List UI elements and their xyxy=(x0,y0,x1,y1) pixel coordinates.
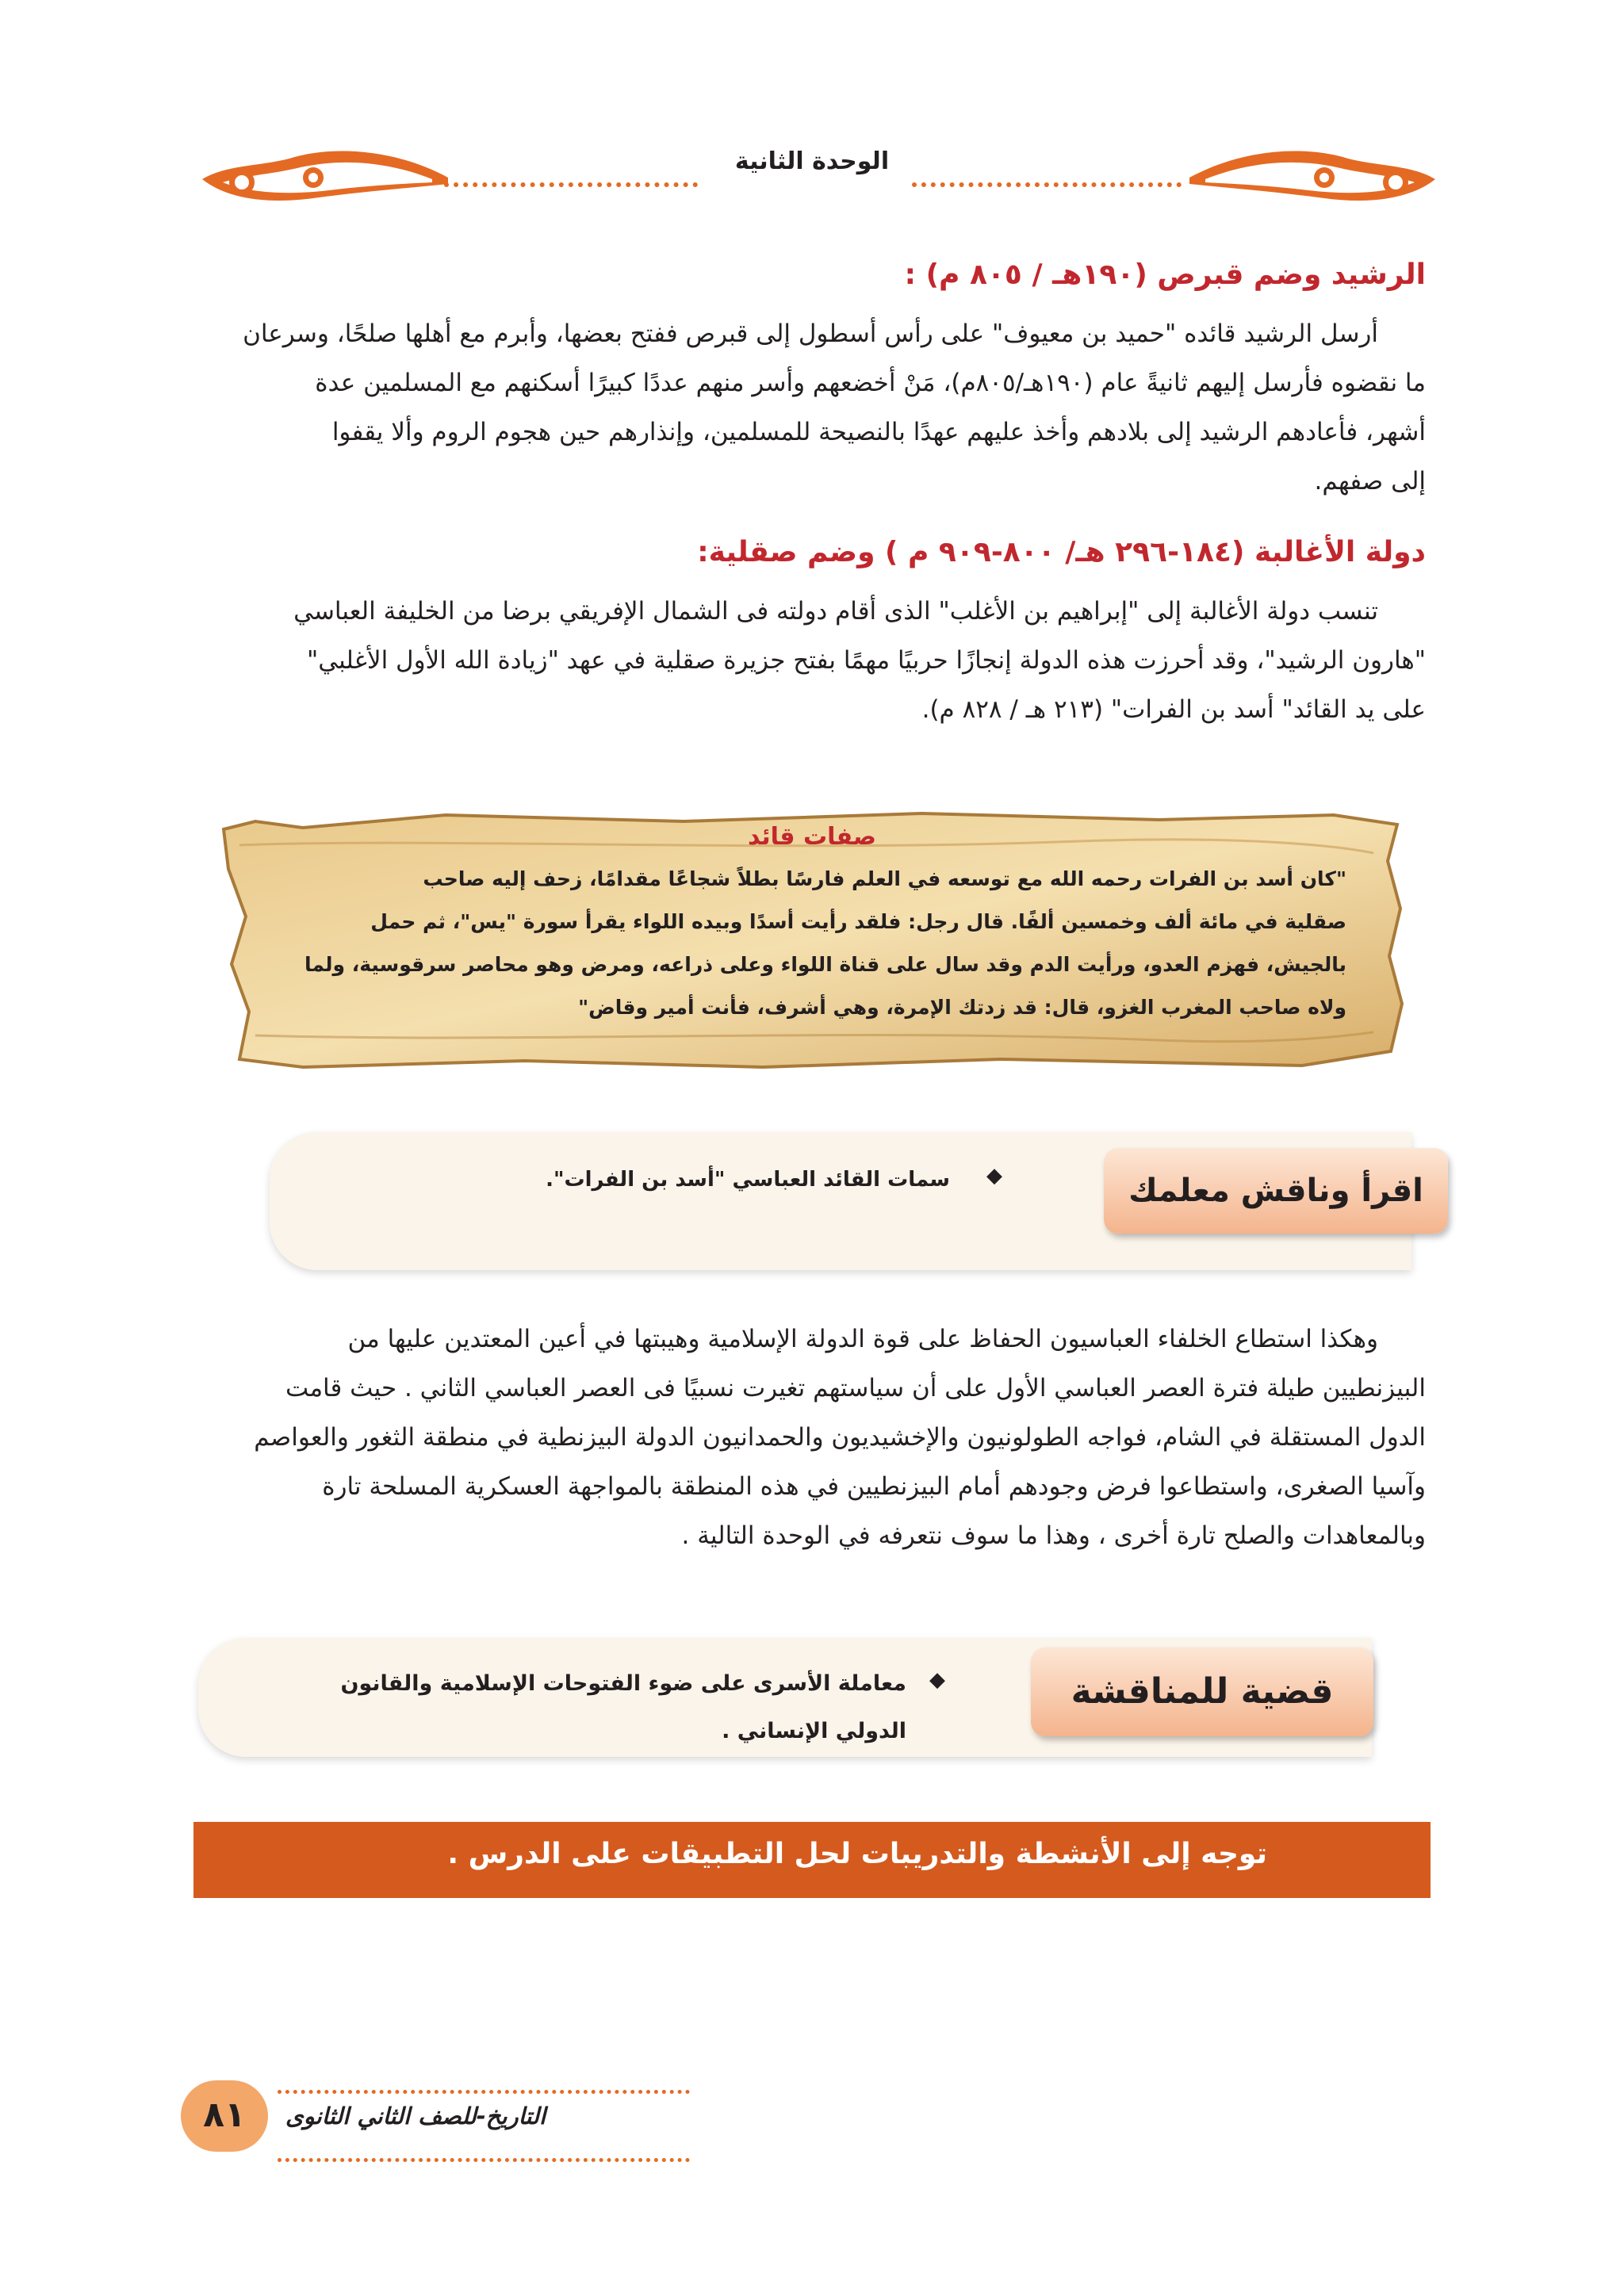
paragraph-line: أرسل الرشيد قائده "حميد بن معيوف" على رأس أسطول إلى قبرص ففتح بعضها، وأبرم مع أهلها صلحًا، وسرعان xyxy=(243,320,1378,348)
parchment-title: صفات قائد xyxy=(748,823,876,851)
quote-line: صقلية في مائة ألف وخمسين ألفًا. قال رجل: فلقد رأيت أسدًا وبيده اللواء يقرأ سورة "يس"، ثم حمل xyxy=(370,910,1346,933)
paragraph-line: ما نقضوه فأرسل إليهم ثانيةً عام (١٩٠هـ/٨٠٥م)، مَنْ أخضعهم وأسر منهم عددًا كبيرًا أسكنهم مع المسلمين عدة xyxy=(315,369,1426,397)
section-heading-cyprus: الرشيد وضم قبرص (١٩٠هـ / ٨٠٥ م) : xyxy=(904,258,1426,291)
paragraph-line: وآسيا الصغرى، واستطاعوا فرض وجودهم أمام البيزنطيين في هذه المنطقة بالمواجهة العسكرية المسلحة تارة xyxy=(322,1472,1426,1501)
book-title: التاريخ-للصف الثاني الثانوى xyxy=(285,2103,546,2130)
parchment-quote xyxy=(292,858,1346,1029)
paragraph-line: وهكذا استطاع الخلفاء العباسيون الحفاظ على قوة الدولة الإسلامية وهيبتها في أعين المعتدين عليها من xyxy=(347,1325,1378,1353)
issue-item-line1: معاملة الأسرى على ضوء الفتوحات الإسلامية والقانون xyxy=(340,1671,906,1696)
paragraph-line: تنسب دولة الأغالبة إلى "إبراهيم بن الأغلب" الذى أقام دولته فى الشمال الإفريقي برضا من الخليفة العباسي xyxy=(293,597,1378,626)
paragraph-line: وبالمعاهدات والصلح تارة أخرى ، وهذا ما سوف نتعرفه في الوحدة التالية . xyxy=(681,1521,1426,1550)
paragraph-cyprus xyxy=(189,309,1426,506)
activities-banner-text: توجه إلى الأنشطة والتدريبات لحل التطبيقات على الدرس . xyxy=(447,1838,1267,1870)
paragraph-line: على يد القائد" أسد بن الفرات" (٢١٣ هـ / ٨٢٨ م). xyxy=(921,695,1426,724)
bullet-diamond: ◆ xyxy=(986,1164,1002,1188)
header-ornament-left xyxy=(194,143,448,211)
quote-line: بالجيش، فهزم العدو، ورأيت الدم وقد سال على قناة اللواء وعلى ذراعه، ومرض وهو محاصر سرقوسية، ولما xyxy=(304,953,1346,976)
header-dots-right xyxy=(912,182,1182,187)
footer-dots-top xyxy=(278,2090,690,2094)
header-dots-left xyxy=(444,182,698,187)
paragraph-aghlabids xyxy=(189,587,1426,734)
paragraph-line: الدول المستقلة في الشام، فواجه الطولونيون والإخشيديون والحمدانيون الدولة البيزنطية في منطقة الثغور والعواصم xyxy=(254,1423,1426,1452)
paragraph-line: البيزنطيين طيلة فترة العصر العباسي الأول على أن سياستهم تغيرت نسبيًا فى العصر العباسي الثاني . حيث قامت xyxy=(285,1374,1426,1402)
page-number: ٨١ xyxy=(181,2080,268,2152)
issue-item-line2: الدولي الإنساني . xyxy=(722,1719,906,1743)
paragraph-line: إلى صفهم. xyxy=(1314,467,1426,496)
footer-dots-bottom xyxy=(278,2158,690,2162)
paragraph-line: "هارون الرشيد"، وقد أحرزت هذه الدولة إنجازًا حربيًا مهمًا بفتح جزيرة صقلية في عهد "زيادة الله الأول الأغلبي" xyxy=(306,646,1426,675)
paragraph-abbasid-summary xyxy=(189,1314,1426,1560)
section-heading-aghlabids: دولة الأغالبة (١٨٤-٢٩٦ هـ/ ٨٠٠-٩٠٩ م ) وضم صقلية: xyxy=(697,536,1426,568)
unit-title: الوحدة الثانية xyxy=(734,147,890,175)
header-ornament-right xyxy=(1189,143,1443,211)
discuss-teacher-item: سمات القائد العباسي "أسد بن الفرات". xyxy=(546,1168,950,1192)
quote-line: "كان أسد بن الفرات رحمه الله مع توسعه في العلم فارسًا بطلاً شجاعًا مقدامًا، زحف إليه صاحب xyxy=(423,867,1346,890)
quote-line: ولاه صاحب المغرب الغزو، قال: قد زدتك الإمرة، وهي أشرف، فأنت أمير وقاض" xyxy=(578,996,1346,1019)
issue-badge: قضية للمناقشة xyxy=(1031,1647,1373,1736)
discuss-teacher-badge: اقرأ وناقش معلمك xyxy=(1104,1148,1448,1234)
paragraph-line: أشهر، فأعادهم الرشيد إلى بلادهم وأخذ عليهم عهدًا بالنصيحة للمسلمين، وإنذارهم حين هجوم الروم وألا يقفوا xyxy=(331,418,1426,446)
bullet-diamond: ◆ xyxy=(929,1668,945,1692)
